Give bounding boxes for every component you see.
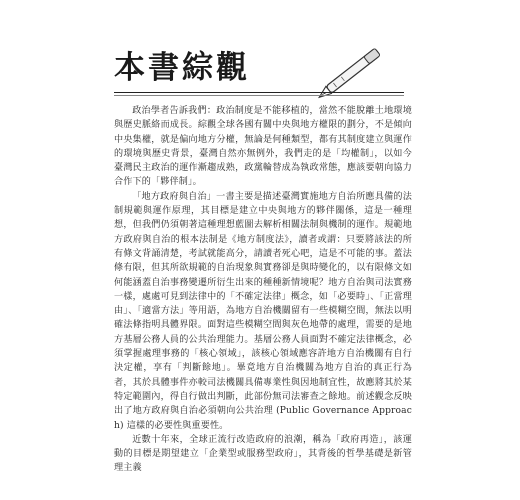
- title-underline-thin: [114, 95, 404, 96]
- body-text: [114, 104, 412, 476]
- fountain-pen-icon: [300, 40, 410, 100]
- paragraph: 近數十年來，全球正流行改造政府的浪潮，稱為「政府再造」，該運動的目標是期望建立「企業型或服務型政府」，其背後的哲學基礎是新管理主義: [114, 434, 412, 474]
- title-underline: [114, 92, 404, 93]
- paragraph: 政治學者告訴我們：政治制度是不能移植的，當然不能脫離土地環境與歷史脈絡而成長。綜觀全球各國有關中央與地方權限的劃分，不是傾向中央集權，就是偏向地方分權，無論是何種類型，都有其制度建立與運作的環境與歷史背景，臺灣自然亦無例外，我們走的是「均權制」，以如今臺灣民主政治的運作漸趨成熟，政黨輪替成為執政常態，應該要朝向協力合作下的「夥伴制」。: [114, 106, 412, 188]
- page-title: 本書綜觀: [114, 50, 250, 86]
- paragraph: 「地方政府與自治」一書主要是描述臺灣實施地方自治所應具備的法制規範與運作原理，其目標是建立中央與地方的夥伴關係，這是一種理想，但我們仍須朝著這種理想藍圖去解析相關法制與機制的運作。規範地方政府與自治的根本法制是《地方制度法》，讀者或謂：只要將該法的所有條文背誦清楚，考試就能高分，請讀者死心吧，這是不可能的事。蓋法條有限，但其所欲規範的自治現象與實務卻是與時變化的，以有限條文如何能涵蓋自治事務變遷所衍生出來的種種新情境呢？地方自治與司法實務一樣，處處可見到法律中的「不確定法律」概念，如「必要時」、「正當理由」、「適當方法」等用語，為地方自治機關留有一些模糊空間，無法以明確法條指明具體界限。面對這些模糊空間與灰色地帶的處理，需要的是地方基層公務人員的公共治理能力。基層公務人員面對不確定法律概念，必須掌握處理事務的「核心領域」，該核心領域應容許地方自治機關有自行決定權，享有「判斷餘地」。畢竟地方自治機關為地方自治的真正行為者，其於具體事件亦較司法機關具備專業性與因地制宜性，故應將其於某特定範圍內，得自行做出判斷，此部份無司法審查之餘地。前述觀念反映出了地方政府與自治必須朝向公共治理 (Public Governance Approach) 這樣的必要性與重要性。: [114, 191, 412, 431]
